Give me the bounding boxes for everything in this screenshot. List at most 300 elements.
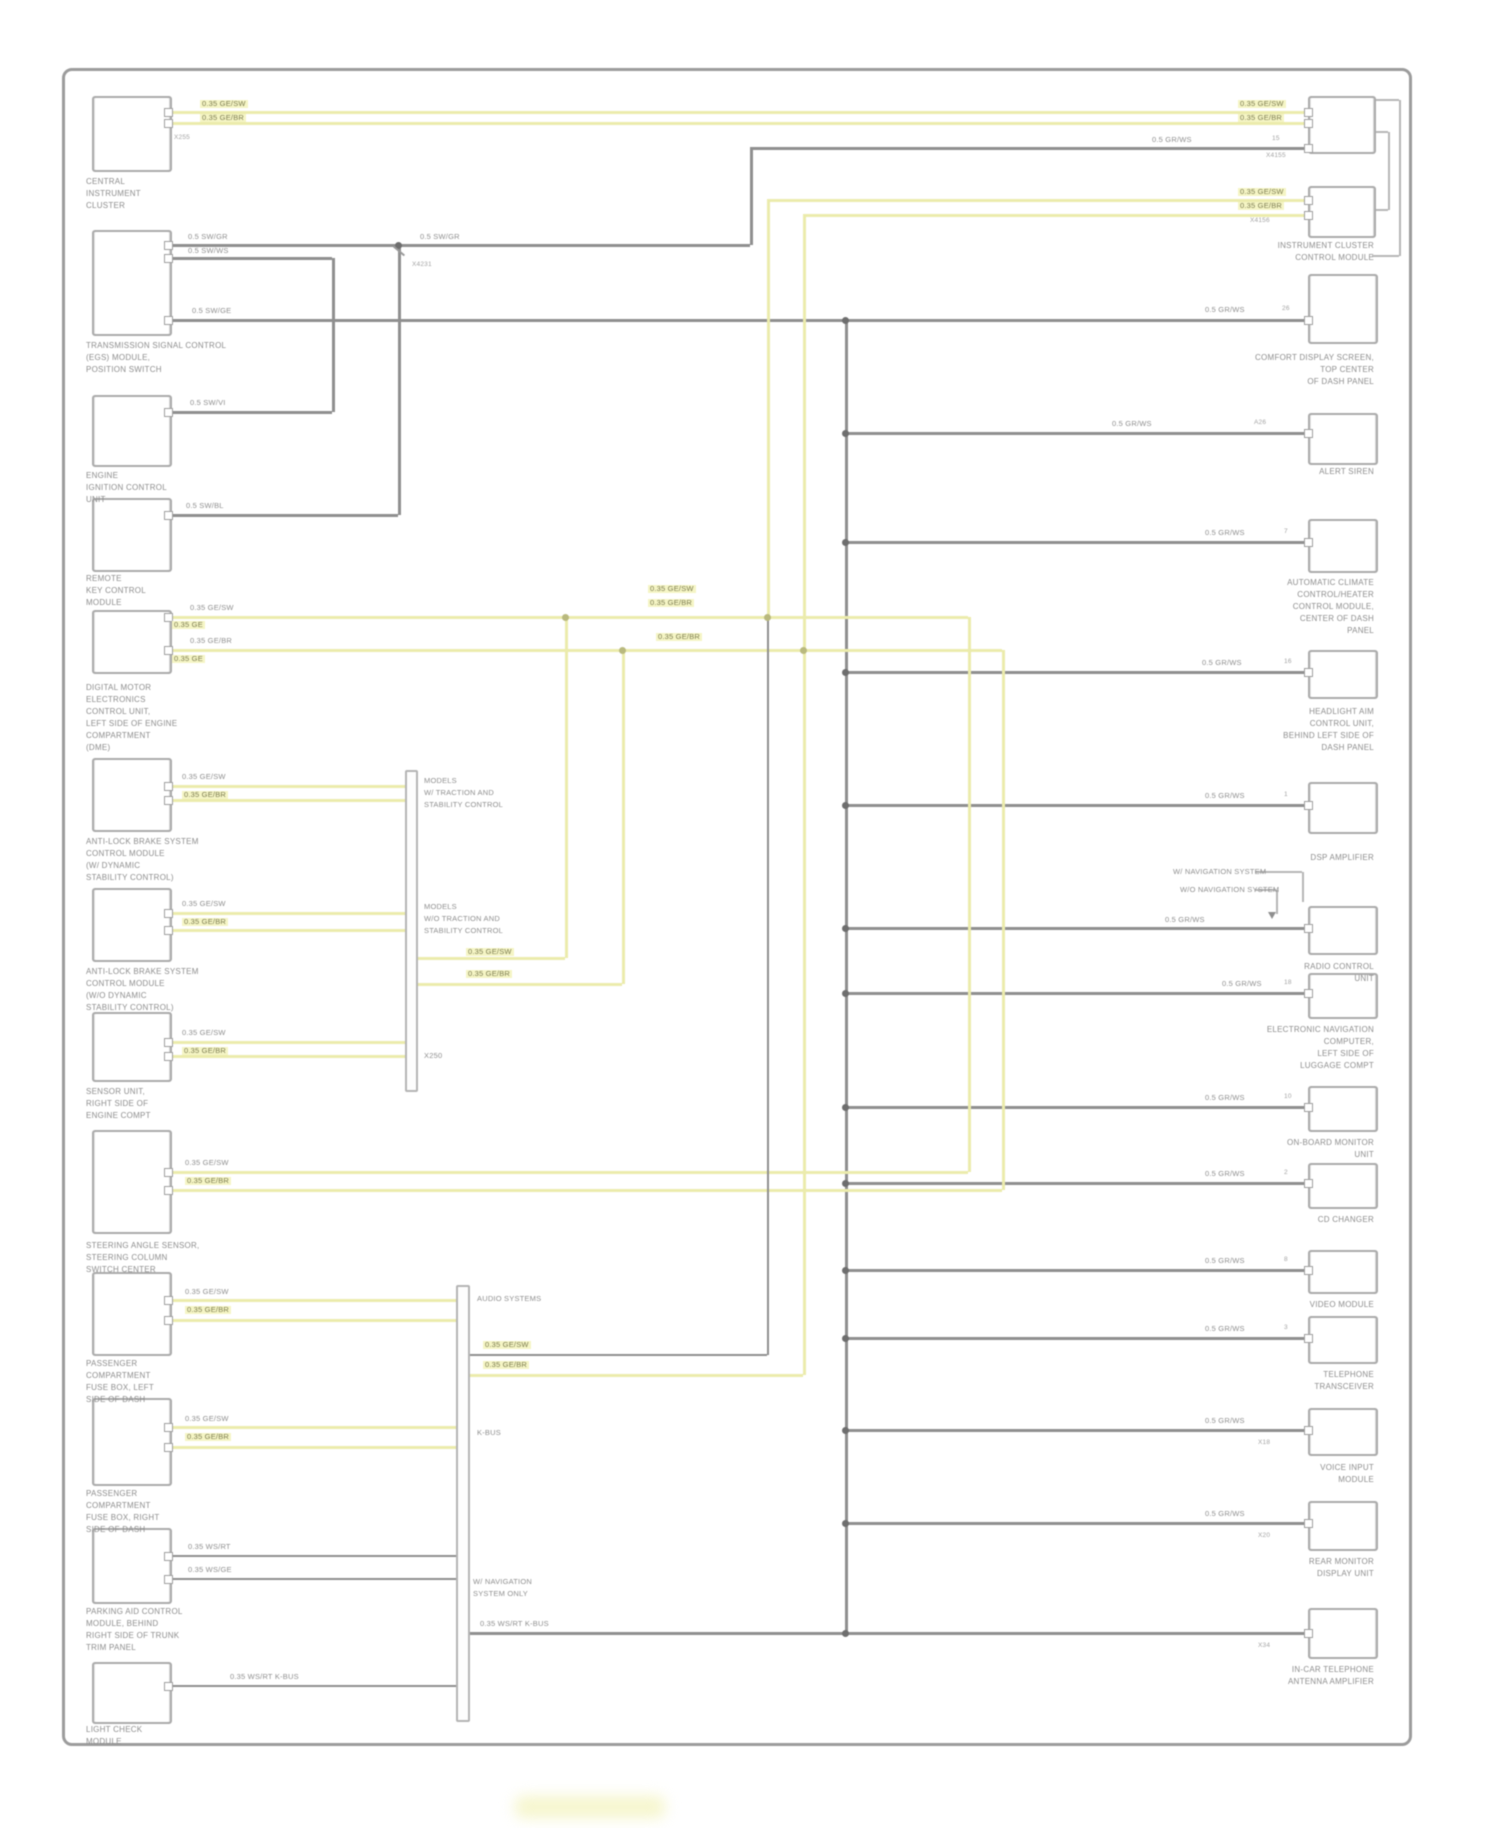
junction-dot [842,1267,849,1274]
can-bus-wire [168,122,1308,125]
wire-code-label: 0.35 GE/SW [650,584,694,593]
wire-label: 0.35 GE/SW [185,1414,229,1423]
wire-label: MODELS [424,902,457,911]
block-label: VIDEO MODULE [1309,1300,1374,1309]
connector-pin [1304,144,1313,153]
connector-pin [1304,1426,1313,1435]
data-wire [466,1354,767,1356]
connector-pin [1304,801,1313,810]
data-wire [1302,872,1304,902]
junction-dot [800,647,807,654]
wire-label: 0.35 GE/SW [185,1158,229,1167]
wire-code-label: 0.35 GE/BR [468,969,511,978]
wire-label: 0.5 GR/WS [1205,1416,1245,1425]
connector-pin [164,511,173,520]
connector-pin [1304,119,1313,128]
wire-label: 1 [1284,791,1288,798]
wire-label: X4155 [1266,152,1286,159]
can-bus-wire [466,1374,803,1377]
connector-pin [164,1682,173,1691]
can-bus-wire [168,785,405,788]
wire-code-label: 0.35 GE/SW [1240,187,1284,196]
junction-dot [842,925,849,932]
block-label: COMPARTMENT [86,731,151,740]
connector-pin [1304,989,1313,998]
wire-label: 0.5 SW/VI [190,398,226,407]
wire-label: 3 [1284,1324,1288,1331]
can-bus-wire [168,1319,456,1322]
component-block [1308,519,1378,573]
wire-code-label: 0.35 GE/BR [184,1046,227,1055]
junction-dot [842,802,849,809]
block-label: TRANSCEIVER [1314,1382,1374,1391]
junction-dot [842,1520,849,1527]
can-bus-wire [968,617,971,1172]
data-wire [845,320,848,1633]
block-label: AUTOMATIC CLIMATE [1287,578,1374,587]
component-block [92,1398,172,1486]
component-block [1308,1501,1378,1551]
can-bus-wire [168,1171,968,1174]
connector-pin [164,1575,173,1584]
splice-bar [405,770,418,1092]
component-block [1308,1250,1378,1294]
connector-pin [164,796,173,805]
wire-label: 7 [1284,528,1288,535]
data-wire [845,927,1308,930]
wire-code-label: 0.35 GE/SW [1240,99,1284,108]
wire-label: 18 [1284,979,1292,986]
block-label: CONTROL MODULE [1295,253,1374,262]
wire-code-label: 0.35 GE/BR [650,598,693,607]
can-bus-wire [1002,650,1005,1190]
block-label: CONTROL MODULE [86,849,165,858]
data-wire [845,1182,1308,1185]
block-label: ON-BOARD MONITOR [1287,1138,1374,1147]
block-label: TOP CENTER [1320,365,1374,374]
connector-pin [1304,429,1313,438]
wire-label: 0.5 GR/WS [1205,791,1245,800]
wire-label: 0.5 GR/WS [1152,135,1192,144]
wire-code-label: 0.35 GE/BR [187,1176,230,1185]
data-wire [845,671,1308,674]
wire-label: 0.5 GR/WS [1112,419,1152,428]
block-label: ENGINE [86,471,119,480]
data-wire [332,258,335,412]
arrow-down-icon [1268,912,1276,919]
wire-code-label: 0.35 GE/SW [485,1340,529,1349]
component-block [92,498,172,572]
wire-label: X255 [174,134,190,141]
data-wire [845,1429,1308,1432]
data-wire [845,804,1308,807]
component-block [92,230,172,336]
junction-dot [562,614,569,621]
block-label: MODULE, BEHIND [86,1619,159,1628]
block-label: ANTI-LOCK BRAKE SYSTEM [86,837,199,846]
component-block [92,1130,172,1234]
connector-pin [1304,108,1313,117]
block-label: PANEL [1347,626,1374,635]
wire-code-label: 0.35 GE/BR [202,113,245,122]
block-label: STEERING COLUMN [86,1253,168,1262]
junction-dot [842,1427,849,1434]
can-bus-wire [168,649,1002,652]
block-label: ELECTRONICS [86,695,146,704]
wire-label: W/ NAVIGATION [473,1577,532,1586]
block-label: IGNITION CONTROL [86,483,167,492]
wire-label: K-BUS [477,1428,501,1437]
can-bus-wire [168,1299,456,1302]
wire-label: W/O NAVIGATION SYSTEM [1180,885,1280,894]
component-block [1308,650,1378,699]
block-label: LEFT SIDE OF [1317,1049,1374,1058]
connector-pin [1304,1266,1313,1275]
connector-pin [164,1052,173,1061]
connector-pin [164,926,173,935]
connector-pin [164,254,173,263]
component-block [1308,186,1376,238]
connector-pin [1304,668,1313,677]
can-bus-wire [803,650,806,1375]
wire-label: 0.5 GR/WS [1205,1093,1245,1102]
junction-dot [842,1335,849,1342]
connector-pin [164,1423,173,1432]
block-label: VOICE INPUT [1320,1463,1374,1472]
connector-pin [1304,1334,1313,1343]
wire-label: X250 [424,1051,443,1060]
component-block [92,758,172,832]
connector-pin [164,1186,173,1195]
wire-code-label: 0.35 GE/SW [468,947,512,956]
wire-label: X18 [1258,1439,1271,1446]
connector-pin [1304,1103,1313,1112]
data-wire [1372,99,1399,101]
block-label: REMOTE [86,574,122,583]
component-block [92,1012,172,1082]
junction-dot [764,614,771,621]
data-wire [1399,100,1401,256]
block-label: CENTER OF DASH [1299,614,1374,623]
block-label: TRANSMISSION SIGNAL CONTROL [86,341,227,350]
block-label: SIDE OF DASH [86,1525,146,1534]
wire-code-label: 0.35 GE/BR [187,1305,230,1314]
wire-label: 0.5 SW/BL [186,501,224,510]
wire-label: 0.35 WS/RT K-BUS [230,1672,299,1681]
wire-code-label: 0.35 GE [174,620,203,629]
block-label: ELECTRONIC NAVIGATION [1266,1025,1374,1034]
connector-pin [1304,1629,1313,1638]
connector-pin [1304,211,1313,220]
scan-smudge [515,1796,665,1818]
wire-code-label: 0.35 GE/BR [1240,201,1283,210]
block-label: KEY CONTROL [86,586,146,595]
component-block [92,610,172,674]
connector-pin [1304,316,1313,325]
connector-pin [164,1316,173,1325]
component-block [92,1272,172,1356]
block-label: LUGGAGE COMPT [1300,1061,1374,1070]
wire-label: 0.5 SW/WS [188,246,229,255]
block-label: OF DASH PANEL [1307,377,1374,386]
block-label: COMFORT DISPLAY SCREEN, [1255,353,1374,362]
block-label: STABILITY CONTROL) [86,873,174,882]
data-wire [168,514,398,517]
data-wire [845,541,1308,544]
data-wire [1388,132,1390,210]
junction-dot [842,1104,849,1111]
component-block [1308,96,1376,154]
wire-label: 10 [1284,1093,1292,1100]
wire-code-label: 0.35 GE/SW [202,99,246,108]
block-label: (DME) [86,743,111,752]
block-label: INSTRUMENT CLUSTER [1277,241,1374,250]
wire-label: W/ TRACTION AND [424,788,494,797]
block-label: POSITION SWITCH [86,365,162,374]
block-label: HEADLIGHT AIM [1309,707,1374,716]
component-block [1308,1408,1378,1456]
block-label: RADIO CONTROL [1304,962,1374,971]
wire-label: 0.5 GR/WS [1205,528,1245,537]
data-wire [168,244,750,247]
block-label: BEHIND LEFT SIDE OF [1283,731,1374,740]
block-label: PASSENGER [86,1489,138,1498]
junction-dot [842,317,849,324]
can-bus-wire [168,1446,456,1449]
block-label: SWITCH CENTER [86,1265,156,1274]
block-label: CONTROL UNIT, [86,707,151,716]
block-label: CD CHANGER [1317,1215,1374,1224]
can-bus-wire [168,1426,456,1429]
wire-label: 0.5 GR/WS [1205,1169,1245,1178]
connector-pin [1304,1179,1313,1188]
connector-pin [1304,196,1313,205]
junction-dot [619,647,626,654]
wire-label: 15 [1272,135,1280,142]
block-label: TELEPHONE [1323,1370,1374,1379]
component-block [92,395,172,467]
wire-label: MODELS [424,776,457,785]
can-bus-wire [168,1189,1002,1192]
connector-pin [164,119,173,128]
wire-label: A26 [1254,419,1267,426]
connector-pin [164,1296,173,1305]
wire-code-label: 0.35 GE [174,654,203,663]
wire-label: 0.35 GE/SW [190,603,234,612]
block-label: (EGS) MODULE, [86,353,151,362]
wire-label: 0.35 WS/GE [188,1565,232,1574]
block-label: UNIT [86,495,106,504]
block-label: COMPUTER, [1323,1037,1374,1046]
data-wire [168,1555,456,1557]
block-label: MODULE [86,598,122,607]
data-wire [767,617,769,1355]
block-label: ANTI-LOCK BRAKE SYSTEM [86,967,199,976]
wire-label: 0.5 GR/WS [1205,1256,1245,1265]
component-block [1308,1316,1378,1364]
block-label: FUSE BOX, RIGHT [86,1513,160,1522]
wire-label: 0.5 SW/GR [420,232,460,241]
junction-dot [842,669,849,676]
wire-label: 0.35 GE/SW [182,899,226,908]
block-label: TRIM PANEL [86,1643,136,1652]
connector-pin [164,316,173,325]
data-wire [1372,255,1399,257]
wire-label: 8 [1284,1256,1288,1263]
data-wire [845,432,1308,435]
block-label: ALERT SIREN [1319,467,1374,476]
wire-label: X4231 [412,261,432,268]
data-wire [845,1106,1308,1109]
can-bus-wire [168,929,405,932]
component-block [1308,274,1378,344]
can-bus-wire [168,1055,405,1058]
block-label: CENTRAL [86,177,126,186]
block-label: RIGHT SIDE OF TRUNK [86,1631,180,1640]
wire-label: 0.5 GR/WS [1222,979,1262,988]
component-block [1308,1086,1378,1132]
block-label: UNIT [1354,1150,1374,1159]
wire-code-label: 0.35 GE/BR [187,1432,230,1441]
block-label: REAR MONITOR [1308,1557,1374,1566]
junction-dot [842,1180,849,1187]
block-label: STEERING ANGLE SENSOR, [86,1241,200,1250]
wire-code-label: 0.35 GE/BR [184,917,227,926]
wire-label: 0.5 GR/WS [1205,305,1245,314]
wire-code-label: 0.35 GE/BR [485,1360,528,1369]
block-label: INSTRUMENT [86,189,141,198]
junction-dot [842,430,849,437]
block-label: UNIT [1354,974,1374,983]
wire-label: SYSTEM ONLY [473,1589,528,1598]
block-label: CONTROL/HEATER [1297,590,1374,599]
wire-label: W/O TRACTION AND [424,914,500,923]
connector-pin [164,1038,173,1047]
block-label: DISPLAY UNIT [1317,1569,1374,1578]
wire-label: 0.35 WS/RT K-BUS [480,1619,549,1628]
block-label: RIGHT SIDE OF [86,1099,149,1108]
data-wire [750,147,1308,150]
wire-label: 0.5 GR/WS [1205,1509,1245,1518]
block-label: (W/O DYNAMIC [86,991,147,1000]
block-label: CONTROL UNIT, [1309,719,1374,728]
connector-pin [164,1168,173,1177]
wire-label: 0.5 GR/WS [1165,915,1205,924]
component-block [92,888,172,962]
connector-pin [1304,538,1313,547]
wire-label: 0.35 GE/SW [182,772,226,781]
can-bus-wire [803,214,1308,217]
block-label: PASSENGER [86,1359,138,1368]
component-block [92,1662,172,1724]
connector-pin [1304,924,1313,933]
block-label: LEFT SIDE OF ENGINE [86,719,178,728]
wire-label: W/ NAVIGATION SYSTEM [1173,867,1267,876]
block-label: FUSE BOX, LEFT [86,1383,154,1392]
wire-label: 0.5 GR/WS [1205,1324,1245,1333]
block-label: ENGINE COMPT [86,1111,151,1120]
wire-label: 26 [1282,305,1290,312]
block-label: LIGHT CHECK [86,1725,143,1734]
block-label: DASH PANEL [1321,743,1374,752]
component-block [92,96,172,172]
wire-label: 16 [1284,658,1292,665]
block-label: ANTENNA AMPLIFIER [1287,1677,1374,1686]
component-block [1308,906,1378,955]
wire-label: 0.35 GE/SW [182,1028,226,1037]
data-wire [845,1269,1308,1272]
component-block [1308,782,1378,834]
wire-label: 0.35 WS/RT [188,1542,231,1551]
can-bus-wire [168,799,405,802]
block-label: CLUSTER [86,201,126,210]
wire-label: X34 [1258,1642,1271,1649]
data-wire [168,257,332,260]
wire-label: 0.5 SW/GE [192,306,232,315]
block-label: PARKING AID CONTROL [86,1607,183,1616]
component-block [1308,413,1378,465]
wire-label: 0.5 SW/GR [188,232,228,241]
data-wire [398,245,401,515]
wire-label: X4156 [1250,217,1270,224]
wire-label: STABILITY CONTROL [424,800,503,809]
can-bus-wire [168,912,405,915]
block-label: DIGITAL MOTOR [86,683,152,692]
can-bus-wire [414,957,565,960]
connector-pin [164,241,173,250]
connector-pin [164,1552,173,1561]
can-bus-wire [622,650,625,984]
block-label: SENSOR UNIT, [86,1087,146,1096]
junction-dot [842,990,849,997]
data-wire [168,1685,456,1687]
connector-pin [164,108,173,117]
wire-label: AUDIO SYSTEMS [477,1294,542,1303]
can-bus-wire [767,200,770,617]
connector-pin [1304,1519,1313,1528]
component-block [1308,1163,1378,1209]
junction-dot [842,1630,849,1637]
data-wire [168,411,332,414]
component-block [1308,1608,1378,1659]
wire-label: 0.5 GR/WS [1202,658,1242,667]
wire-code-label: 0.35 GE/BR [1240,113,1283,122]
block-label: CONTROL MODULE [86,979,165,988]
block-label: IN-CAR TELEPHONE [1291,1665,1374,1674]
wire-code-label: 0.35 GE/BR [184,790,227,799]
connector-pin [164,909,173,918]
can-bus-wire [565,617,568,958]
can-bus-wire [168,111,1308,114]
component-block [92,1528,172,1604]
splice-bar [456,1285,470,1722]
block-label: SIDE OF DASH [86,1395,146,1404]
connector-pin [164,408,173,417]
wire-label: 0.35 GE/SW [185,1287,229,1296]
data-wire [750,148,753,245]
wire-label: X20 [1258,1532,1271,1539]
junction-dot [842,539,849,546]
can-bus-wire [767,199,1308,202]
connector-pin [164,1443,173,1452]
data-wire [845,1522,1308,1525]
block-label: COMPARTMENT [86,1371,151,1380]
block-label: CONTROL MODULE, [1292,602,1374,611]
can-bus-wire [168,1041,405,1044]
block-label: COMPARTMENT [86,1501,151,1510]
wire-label: 0.35 GE/BR [190,636,233,645]
block-label: MODULE [1338,1475,1374,1484]
